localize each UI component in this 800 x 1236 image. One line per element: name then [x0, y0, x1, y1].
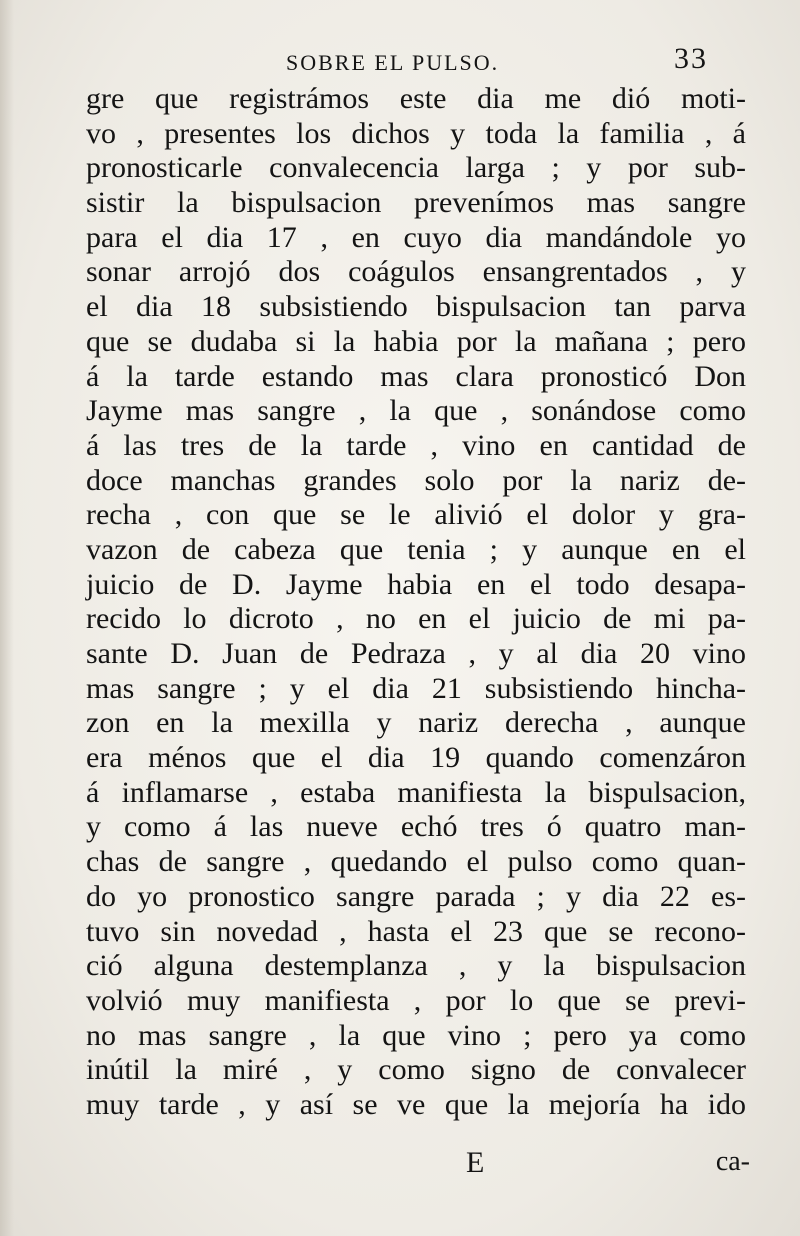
- text-line: y como á las nueve echó tres ó quatro man-: [86, 810, 746, 844]
- text-line: sante D. Juan de Pedraza , y al dia 20 vino: [86, 637, 746, 670]
- text-line: no mas sangre , la que vino ; pero ya como: [86, 1018, 746, 1052]
- text-line: zon en la mexilla y nariz derecha , aunque: [86, 706, 746, 740]
- running-title: SOBRE EL PULSO.: [286, 50, 500, 75]
- page-footer: [88, 1146, 750, 1186]
- text-line: juicio de D. Jayme habia en el todo desapa-: [86, 567, 746, 601]
- text-line: recido lo dicroto , no en el juicio de mi pa-: [86, 602, 746, 636]
- page-gutter-shadow: [0, 0, 14, 1236]
- text-line: á inflamarse , estaba manifiesta la bispulsacion,: [86, 775, 746, 809]
- catchword: ca-: [715, 1146, 750, 1177]
- text-line: do yo pronostico sangre parada ; y dia 22 es-: [86, 879, 746, 913]
- text-line: chas de sangre , quedando el pulso como quan-: [86, 845, 746, 879]
- text-line: á la tarde estando mas clara pronosticó Don: [86, 359, 746, 393]
- text-line: á las tres de la tarde , vino en cantidad de: [86, 428, 746, 462]
- text-line: pronosticarle convalecencia larga ; y por sub-: [86, 151, 746, 185]
- page-number: 33: [674, 42, 708, 75]
- text-line: ció alguna destemplanza , y la bispulsacion: [86, 949, 746, 983]
- text-line: inútil la miré , y como signo de convalecer: [86, 1053, 746, 1087]
- text-line: sonar arrojó dos coágulos ensangrentados , y: [86, 255, 746, 289]
- text-line: que se dudaba si la habia por la mañana ; pero: [86, 324, 746, 358]
- page-header: [88, 42, 748, 82]
- text-line: sistir la bispulsacion prevenímos mas sangre: [86, 186, 746, 220]
- body-text: [86, 82, 746, 1123]
- text-line: vazon de cabeza que tenia ; y aunque en el: [86, 532, 746, 566]
- signature-mark: E: [466, 1146, 485, 1179]
- text-line: el dia 18 subsistiendo bispulsacion tan parva: [86, 290, 746, 324]
- text-line: volvió muy manifiesta , por lo que se previ-: [86, 983, 746, 1017]
- text-line: era ménos que el dia 19 quando comenzáron: [86, 741, 746, 775]
- text-line: tuvo sin novedad , hasta el 23 que se recono-: [86, 914, 746, 948]
- text-line: doce manchas grandes solo por la nariz de-: [86, 463, 746, 497]
- text-line: para el dia 17 , en cuyo dia mandándole yo: [86, 220, 746, 254]
- text-line: Jayme mas sangre , la que , sonándose como: [86, 394, 746, 428]
- text-line: vo , presentes los dichos y toda la familia , á: [86, 116, 746, 150]
- text-line: mas sangre ; y el dia 21 subsistiendo hincha-: [86, 671, 746, 705]
- text-line: muy tarde , y así se ve que la mejoría ha ido: [86, 1087, 746, 1121]
- text-line: recha , con que se le alivió el dolor y gra-: [86, 498, 746, 532]
- text-line: gre que registrámos este dia me dió moti-: [86, 82, 746, 115]
